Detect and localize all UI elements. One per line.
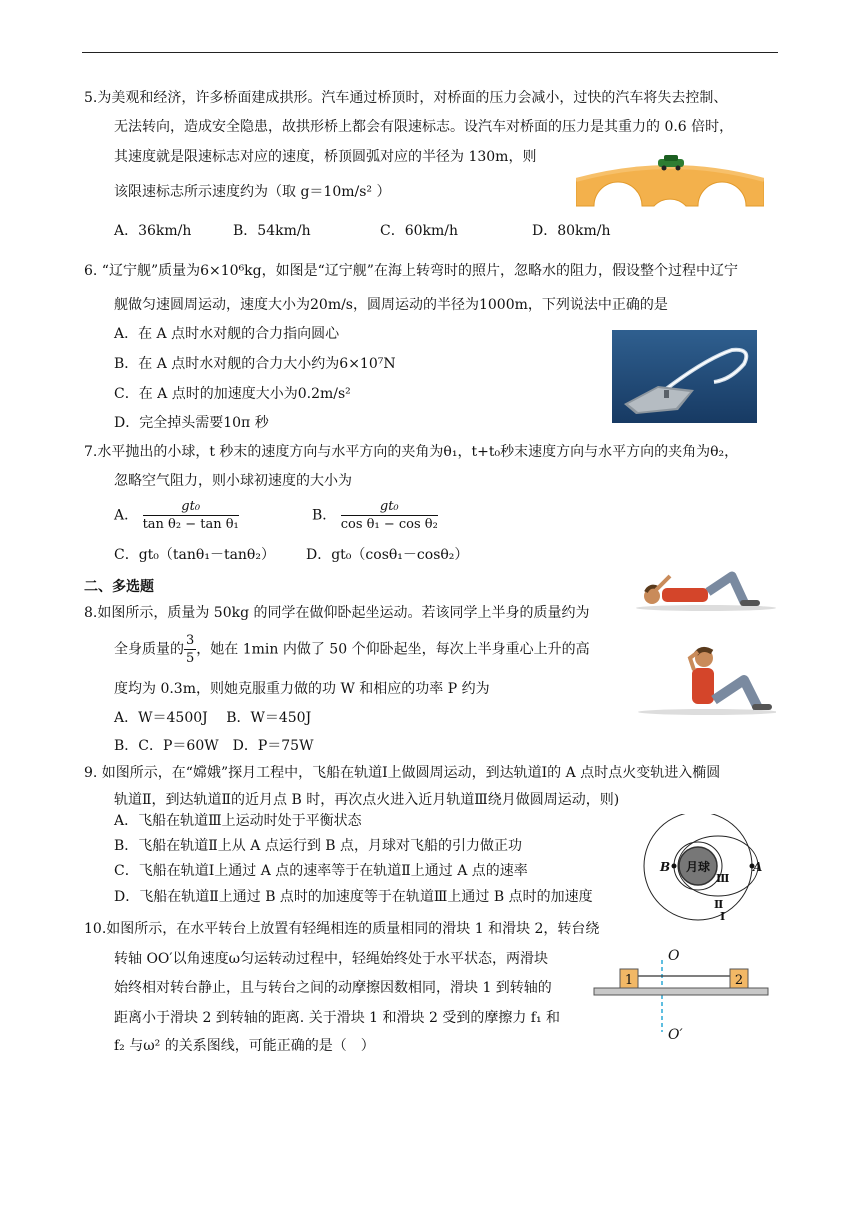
q9-option-b: B．飞船在轨道Ⅱ上从 A 点运行到 B 点，月球对飞船的引力做正功 (114, 838, 523, 854)
q6-option-c: C．在 A 点时的加速度大小为0.2m/s² (114, 386, 351, 402)
orbit-diagram (640, 814, 772, 924)
q8-line2-start: 全身质量的 (114, 641, 184, 658)
q8-line2 (114, 632, 590, 672)
q7-option-b-fraction (341, 498, 438, 533)
q10-line1: 10.如图所示，在水平转台上放置有轻绳相连的质量相同的滑块 1 和滑块 2，转台绕 (84, 921, 600, 937)
q5-line3: 其速度就是限速标志对应的速度，桥顶圆弧对应的半径为 130m，则 (114, 149, 537, 165)
situp-figure-lying (636, 562, 778, 612)
axis-top-label: O (668, 948, 680, 964)
q8-line2-end: ，她在 1min 内做了 50 个仰卧起坐，每次上半身重心上升的高 (196, 641, 590, 658)
q7-option-a-numerator: gt₀ (143, 498, 239, 516)
slider-block-2-label: 2 (734, 973, 744, 988)
q5-option-b: B．54km/h (233, 223, 311, 239)
q7-option-b-label: B． (312, 507, 337, 524)
q6-option-b: B．在 A 点时水对舰的合力大小约为6×10⁷N (114, 356, 396, 372)
q7-option-b-numerator: gt₀ (341, 498, 438, 516)
slider-block-1-label: 1 (624, 973, 634, 988)
header-rule (82, 52, 778, 53)
q9-line1: 9. 如图所示，在“嫦娥”探月工程中，飞船在轨道Ⅰ上做圆周运动，到达轨道Ⅰ的 A 点时点火变轨进入椭圆 (84, 765, 721, 781)
orbit-III-label: Ⅲ (716, 872, 730, 885)
orbit-I-label: Ⅰ (720, 910, 726, 923)
q5-line4: 该限速标志所示速度约为（取 g＝10m/s² ） (114, 184, 391, 200)
q6-line1: 6. “辽宁舰”质量为6×10⁶kg，如图是“辽宁舰”在海上转弯时的照片，忽略水的阻力，假设整个过程中辽宁 (84, 263, 738, 279)
q7-line2: 忽略空气阻力，则小球初速度的大小为 (114, 473, 352, 489)
point-a-label: A (753, 860, 763, 874)
q8-options-ab: A．W＝4500J B．W＝450J (114, 710, 312, 726)
q5-option-c: C．60km/h (380, 223, 459, 239)
q7-option-a-denominator: tan θ₂ − tan θ₁ (142, 517, 239, 532)
q5-option-a: A．36km/h (114, 223, 192, 239)
q8-options-cd: B．C．P＝60W D．P＝75W (114, 738, 314, 754)
q9-option-d: D．飞船在轨道Ⅱ上通过 B 点时的加速度等于在轨道Ⅲ上通过 B 点时的加速度 (114, 889, 593, 905)
q8-fraction-numerator: 3 (186, 633, 195, 648)
q10-line5: f₂ 与ω² 的关系图线，可能正确的是（ ） (114, 1038, 375, 1054)
q6-option-a: A．在 A 点时水对舰的合力指向圆心 (114, 326, 340, 342)
section-heading-multiple-choice: 二、多选题 (84, 579, 154, 595)
q10-line3: 始终相对转台静止，且与转台之间的动摩擦因数相同，滑块 1 到转轴的 (114, 980, 552, 996)
moon-label: 月球 (685, 860, 711, 874)
carrier-photo (612, 330, 757, 423)
q8-line1: 8.如图所示，质量为 50kg 的同学在做仰卧起坐运动。若该同学上半身的质量约为 (84, 605, 590, 621)
axis-bottom-label: O′ (668, 1027, 683, 1043)
q6-option-d: D．完全掉头需要10π 秒 (114, 415, 269, 431)
q8-fraction (184, 632, 196, 667)
q7-line1: 7.水平抛出的小球，t 秒末的速度方向与水平方向的夹角为θ₁，t+t₀秒末速度方向与水平方向的夹角为θ₂， (84, 444, 739, 460)
q7-option-d: D．gt₀（cosθ₁－cosθ₂） (306, 547, 469, 563)
situp-figure-sitting (634, 644, 776, 716)
q7-option-a-fraction (143, 498, 239, 533)
q7-option-a (114, 498, 239, 538)
q5-option-d: D．80km/h (532, 223, 611, 239)
turntable-diagram (592, 944, 772, 1044)
q7-option-a-label: A． (114, 507, 139, 524)
arch-bridge-figure (576, 150, 764, 208)
turntable (594, 988, 768, 995)
q7-option-b-denominator: cos θ₁ − cos θ₂ (340, 517, 438, 532)
point-b-label: B (660, 860, 671, 874)
q5-line1: 5.为美观和经济，许多桥面建成拱形。汽车通过桥顶时，对桥面的压力会减小，过快的汽车将失去控制、 (84, 90, 728, 106)
q8-line3: 度均为 0.3m，则她克服重力做的功 W 和相应的功率 P 约为 (114, 681, 490, 697)
q9-line2: 轨道Ⅱ，到达轨道Ⅱ的近月点 B 时，再次点火进入近月轨道Ⅲ绕月做圆周运动，则) (114, 792, 620, 808)
q9-option-a: A．飞船在轨道Ⅲ上运动时处于平衡状态 (114, 813, 362, 829)
q8-fraction-denominator: 5 (186, 651, 195, 666)
q6-line2: 舰做匀速圆周运动，速度大小为20m/s，圆周运动的半径为1000m，下列说法中正确的是 (114, 297, 668, 313)
q7-option-c: C．gt₀（tanθ₁－tanθ₂） (114, 547, 275, 563)
q10-line2: 转轴 OO′以角速度ω匀运转动过程中，轻绳始终处于水平状态，两滑块 (114, 951, 548, 967)
q9-option-c: C．飞船在轨道Ⅰ上通过 A 点的速率等于在轨道Ⅱ上通过 A 点的速率 (114, 863, 528, 879)
orbit-II-label: Ⅱ (714, 898, 724, 911)
q10-line4: 距离小于滑块 2 到转轴的距离. 关于滑块 1 和滑块 2 受到的摩擦力 f₁ 和 (114, 1010, 561, 1026)
q5-line2: 无法转向，造成安全隐患，故拱形桥上都会有限速标志。设汽车对桥面的压力是其重力的 0.6 倍时， (114, 119, 734, 135)
q7-option-b (312, 498, 438, 538)
